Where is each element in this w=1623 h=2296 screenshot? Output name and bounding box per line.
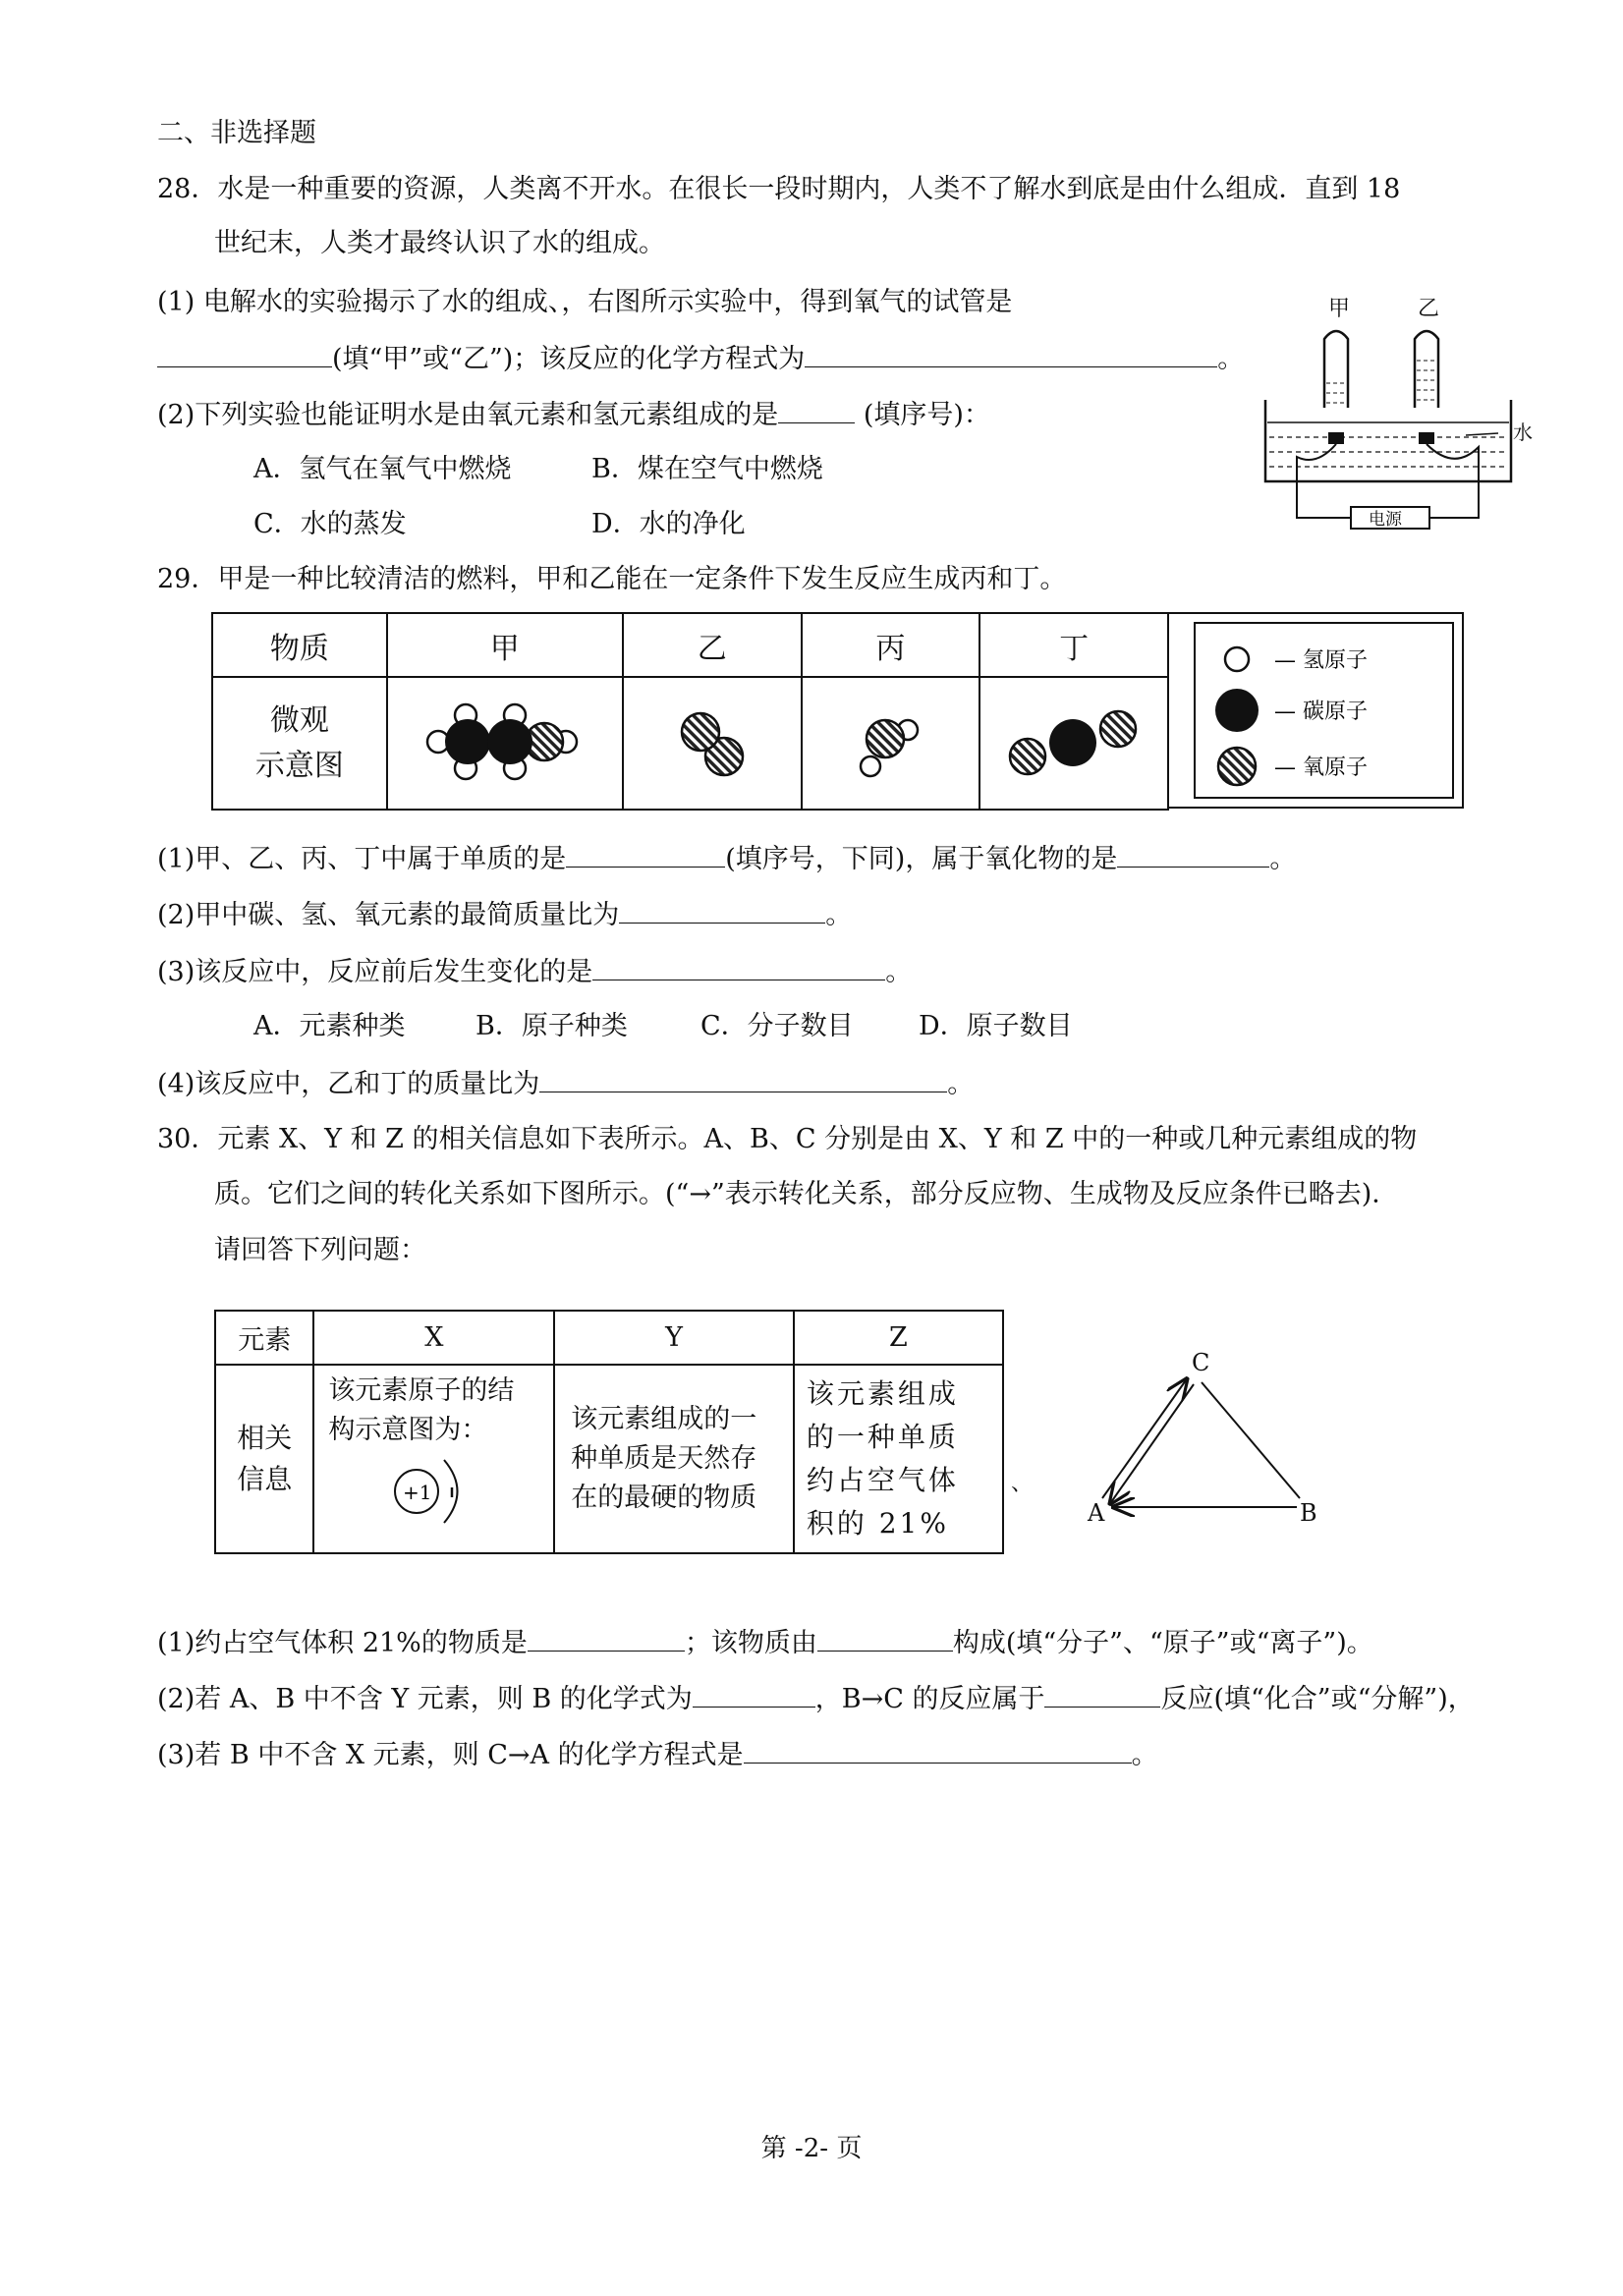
q29-answer-blank-oxide[interactable] — [1117, 840, 1269, 868]
q29-header-label: 物质 — [212, 613, 387, 677]
molecule-ding-cell — [979, 677, 1168, 810]
q29-part3 — [157, 953, 912, 990]
q29-row-label — [212, 677, 387, 810]
page-footer: 第 -2- 页 — [760, 2134, 863, 2163]
section-title: 二、非选择题 — [157, 118, 316, 148]
q29-option-b: B．原子种类 — [476, 1011, 628, 1041]
q28-part1-hint: (填“甲”或“乙”)；该反应的化学方程式为 — [332, 344, 806, 374]
q30-part1-c: 构成(填“分子”、“原子”或“离子”)。 — [952, 1628, 1373, 1658]
q28-stem-line2: 世纪末，人类才最终认识了水的组成。 — [214, 228, 665, 258]
node-b-label: B — [1300, 1499, 1317, 1527]
q30-y-info-3: 在的最硬的物质 — [571, 1483, 757, 1513]
electrolysis-apparatus-figure — [1258, 290, 1552, 535]
q29-stem: 29．甲是一种比较清洁的燃料，甲和乙能在一定条件下发生反应生成丙和丁。 — [157, 564, 1067, 594]
q30-col-z: Z — [794, 1311, 1003, 1365]
q30-part2-b: ，B→C 的反应属于 — [814, 1684, 1045, 1714]
node-a-label: A — [1088, 1499, 1105, 1527]
q28-answer-blank-tube[interactable] — [157, 340, 332, 367]
diagram-separator: 、 — [1011, 1472, 1034, 1496]
water-label: 水 — [1513, 420, 1533, 444]
q30-x-info-2: 构示意图为： — [328, 1415, 488, 1445]
line-c-b — [1202, 1382, 1300, 1498]
q28-option-a: A．氢气在氧气中燃烧 — [253, 454, 512, 484]
q30-z-info-2: 的一种单质 — [806, 1421, 959, 1453]
q30-z-info — [794, 1365, 1003, 1553]
q29-part2-text: (2)甲中碳、氢、氧元素的最简质量比为 — [157, 900, 620, 930]
power-supply-label: 电源 — [1369, 510, 1402, 530]
q28-part1-end: 。 — [1217, 344, 1245, 374]
q29-option-a: A．元素种类 — [253, 1011, 406, 1041]
q29-part4 — [157, 1065, 974, 1102]
q29-molecule-table — [211, 612, 1169, 811]
q30-col-x: X — [313, 1311, 554, 1365]
node-c-label: C — [1192, 1349, 1210, 1376]
q30-part3-a: (3)若 B 中不含 X 元素，则 C→A 的化学方程式是 — [157, 1740, 744, 1770]
q30-y-info — [554, 1365, 794, 1553]
q29-part2-end: 。 — [825, 900, 853, 930]
legend-carbon-label: — 碳原子 — [1274, 700, 1368, 724]
q30-y-info-1: 该元素组成的一 — [571, 1404, 757, 1434]
q29-option-d: D．原子数目 — [919, 1011, 1073, 1041]
atom-nucleus-label: +1 — [403, 1481, 432, 1504]
q28-part2-text: (2)下列实验也能证明水是由氧元素和氢元素组成的是 — [157, 400, 779, 430]
molecule-bing-cell — [802, 677, 980, 810]
q28-part2 — [157, 396, 990, 433]
legend-carbon-icon — [1215, 689, 1259, 732]
q29-answer-blank-change[interactable] — [592, 953, 885, 980]
q30-answer-blank-equation[interactable] — [744, 1736, 1132, 1764]
conversion-diagram — [1007, 1341, 1341, 1538]
q28-option-d: D．水的净化 — [591, 509, 746, 539]
q30-answer-blank-particle[interactable] — [817, 1624, 953, 1652]
q30-stem-line3: 请回答下列问题： — [214, 1235, 426, 1265]
q28-answer-blank-equation[interactable] — [805, 340, 1217, 367]
q30-part3-b: 。 — [1131, 1740, 1158, 1770]
q30-z-info-4: 积的 21% — [806, 1507, 949, 1540]
q29-col-yi: 乙 — [623, 613, 802, 677]
molecule-ding — [1000, 688, 1147, 796]
q30-part2 — [157, 1680, 1475, 1717]
q30-z-info-1: 该元素组成 — [806, 1377, 959, 1410]
q29-col-ding: 丁 — [979, 613, 1168, 677]
q29-col-jia: 甲 — [387, 613, 623, 677]
legend-hydrogen-icon — [1225, 647, 1249, 671]
tube-right-label: 乙 — [1418, 297, 1440, 321]
molecule-yi — [663, 688, 761, 796]
arrow-c-to-a — [1111, 1384, 1194, 1502]
q30-part2-a: (2)若 A、B 中不含 Y 元素，则 B 的化学式为 — [157, 1684, 693, 1714]
q30-stem-line1: 30．元素 X、Y 和 Z 的相关信息如下表所示。A、B、C 分别是由 X、Y 和 Z 中的一种或几种元素组成的物 — [157, 1124, 1418, 1154]
molecule-yi-cell — [623, 677, 802, 810]
q29-part4-text: (4)该反应中，乙和丁的质量比为 — [157, 1069, 540, 1099]
q29-row-label-2: 示意图 — [254, 748, 344, 783]
q30-part2-c: 反应(填“化合”或“分解”)， — [1160, 1684, 1475, 1714]
q28-part1-line2 — [157, 340, 1244, 377]
q28-answer-blank-choice[interactable] — [778, 396, 855, 423]
q30-z-info-3: 约占空气体 — [806, 1464, 959, 1496]
q28-part2-end: (填序号)： — [855, 400, 990, 430]
q28-option-c: C．水的蒸发 — [253, 509, 407, 539]
q30-row-label-2: 信息 — [237, 1463, 293, 1495]
q29-part1 — [157, 840, 1296, 877]
q29-answer-blank-mass-ratio[interactable] — [539, 1065, 947, 1092]
q30-element-table — [214, 1310, 1004, 1554]
q30-col-y: Y — [554, 1311, 794, 1365]
q29-answer-blank-element[interactable] — [566, 840, 725, 868]
q29-answer-blank-ratio[interactable] — [619, 896, 825, 924]
q30-x-info-1: 该元素原子的结 — [328, 1375, 515, 1406]
q29-part3-end: 。 — [885, 957, 913, 987]
q30-row-label-1: 相关 — [237, 1422, 293, 1454]
q29-part2 — [157, 896, 852, 933]
q28-stem-line1: 28．水是一种重要的资源，人类离不开水。在很长一段时期内，人类不了解水到底是由什么组成．直到 18 — [157, 174, 1401, 204]
q30-answer-blank-substance[interactable] — [528, 1624, 685, 1652]
tube-left-label: 甲 — [1328, 297, 1351, 321]
q29-option-c: C．分子数目 — [700, 1011, 854, 1041]
q30-row-label — [215, 1365, 313, 1553]
q29-part1-b: (填序号，下同)，属于氧化物的是 — [725, 844, 1118, 874]
legend-oxygen-label: — 氧原子 — [1274, 756, 1368, 780]
molecule-bing — [841, 688, 939, 796]
q30-answer-blank-reaction-type[interactable] — [1044, 1680, 1160, 1708]
arrow-a-to-c — [1102, 1380, 1186, 1498]
legend-oxygen-icon — [1218, 748, 1256, 785]
legend-graphics — [1196, 624, 1451, 797]
q28-part1-line1: (1) 电解水的实验揭示了水的组成、，右图所示实验中，得到氧气的试管是 — [157, 287, 1013, 317]
atom-structure-diagram — [377, 1450, 505, 1529]
q30-part1-b: ；该物质由 — [684, 1628, 817, 1658]
molecule-jia — [417, 688, 593, 796]
q30-head-label: 元素 — [215, 1311, 313, 1365]
q28-option-b: B．煤在空气中燃烧 — [591, 454, 823, 484]
q29-row-label-1: 微观 — [269, 702, 329, 738]
legend-hydrogen-label: — 氢原子 — [1274, 648, 1368, 673]
q30-y-info-2: 种单质是天然存 — [571, 1443, 757, 1474]
q30-stem-line2: 质。它们之间的转化关系如下图所示。(“→”表示转化关系，部分反应物、生成物及反应条件已略去)． — [214, 1179, 1399, 1209]
q29-part1-a: (1)甲、乙、丙、丁中属于单质的是 — [157, 844, 567, 874]
q29-col-bing: 丙 — [802, 613, 980, 677]
q30-part3 — [157, 1736, 1158, 1773]
q29-legend — [1194, 622, 1454, 799]
q30-part1 — [157, 1624, 1373, 1661]
q29-part4-end: 。 — [947, 1069, 975, 1099]
q29-part3-text: (3)该反应中，反应前后发生变化的是 — [157, 957, 593, 987]
q30-x-info — [313, 1365, 554, 1553]
q30-answer-blank-formula[interactable] — [693, 1680, 815, 1708]
q29-part1-c: 。 — [1269, 844, 1297, 874]
molecule-jia-cell — [387, 677, 623, 810]
q30-part1-a: (1)约占空气体积 21%的物质是 — [157, 1628, 528, 1658]
